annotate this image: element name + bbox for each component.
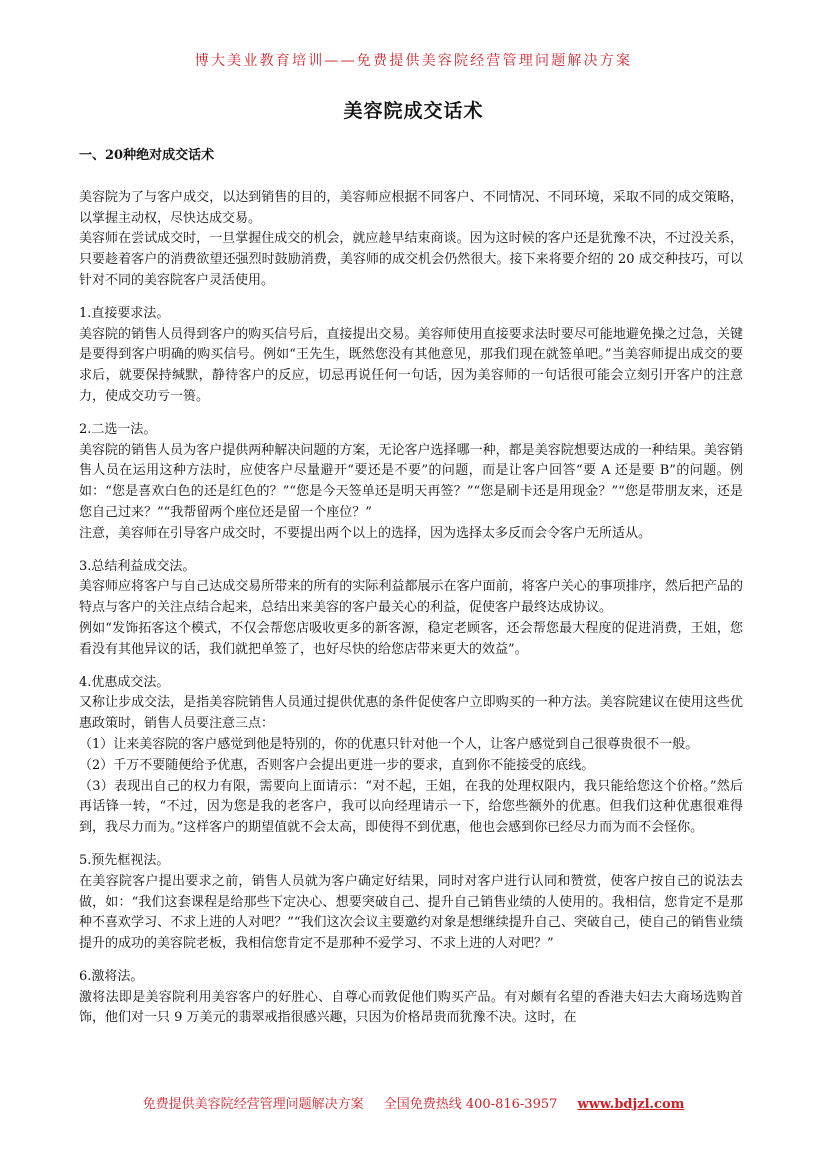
method-paragraph: 美容师应将客户与自己达成交易所带来的所有的实际利益都展示在客户面前，将客户关心的事项排序，然后把产品的特点与客户的关注点结合起来，总结出来美容的客户最关心的利益，促使客户最终达成协议。: [79, 579, 743, 616]
method-title: 4.优惠成交法。: [79, 674, 170, 690]
method-title: 5.预先框视法。: [79, 852, 170, 868]
method-paragraph: 例如“发饰拓客这个模式，不仅会帮您店吸收更多的新客源，稳定老顾客，还会帮您最大程度的促进消费，王姐，您看没有其他异议的话，我们就把单签了，也好尽快的给您店带来更大的效益”。: [79, 620, 743, 657]
method-title: 1.直接要求法。: [79, 305, 170, 321]
method-paragraph: 美容院的销售人员为客户提供两种解决问题的方案，无论客户选择哪一种，都是美容院想要达成的一种结果。美容销售人员在运用这种方法时，应使客户尽量避开“要还是不要”的问题，而是让客户回答“要 A 还是要 B”的问题。例如：“您是喜欢白色的还是红色的？”“您是今天签单还是明天再签？”“您是刷卡还是用现金？”“您是带朋友来，还是您自己过来？”“我帮留两个座位还是留一个座位？”: [79, 442, 743, 520]
method-section-4: [79, 673, 743, 839]
page-header: 博大美业教育培训——免费提供美容院经营管理问题解决方案: [194, 53, 633, 69]
method-paragraph: （2）千万不要随便给予优惠，否则客户会提出更进一步的要求，直到你不能接受的底线。: [79, 757, 595, 773]
method-section-1: [79, 304, 743, 408]
intro-paragraph: 美容院为了与客户成交，以达到销售的目的，美容师应根据不同客户、不同情况、不同环境，采取不同的成交策略，以掌握主动权，尽快达成交易。: [79, 189, 743, 226]
method-title: 6.激将法。: [79, 968, 144, 984]
footer-hotline: 全国免费热线 400-816-3957: [383, 1097, 558, 1112]
method-paragraph: 激将法即是美容院利用美容客户的好胜心、自尊心而敦促他们购买产品。有对颇有名望的香港夫妇去大商场选购首饰，他们对一只 9 万美元的翡翠戒指很感兴趣，只因为价格昂贵而犹豫不决。这时，在: [79, 989, 743, 1026]
method-paragraph: 在美容院客户提出要求之前，销售人员就为客户确定好结果，同时对客户进行认同和赞赏，使客户按自己的说法去做，如：“我们这套课程是给那些下定决心、想要突破自己、提升自己销售业绩的人使用的。我相信，您肯定不是那种不喜欢学习、不求上进的人对吧？”“我们这次会议主要邀约对象是想继续提升自己、突破自己，使自己的销售业绩提升的成功的美容院老板，我相信您肯定不是那种不爱学习、不求上进的人对吧？”: [79, 873, 743, 952]
method-section-3: [79, 557, 743, 661]
method-paragraph: （3）表现出自己的权力有限，需要向上面请示：“对不起，王姐，在我的处理权限内，我只能给您这个价格。”然后再话锋一转，“不过，因为您是我的老客户，我可以向经理请示一下，给您些额外的优惠。但我们这种优惠很难得到，我尽力而为。”这样客户的期望值就不会太高，即使得不到优惠，他也会感到你已经尽力而为而不会怪你。: [79, 778, 743, 836]
method-title: 3.总结利益成交法。: [79, 558, 196, 574]
page-footer: [0, 1093, 827, 1112]
intro-paragraph: 美容师在尝试成交时，一旦掌握住成交的机会，就应趁早结束商谈。因为这时候的客户还是犹豫不决，不过没关系，只要趁着客户的消费欲望还强烈时鼓励消费，美容师的成交机会仍然很大。接下来将要介绍的 20 成交种技巧，可以针对不同的美容院客户灵活使用。: [79, 231, 743, 288]
footer-text: 免费提供美容院经营管理问题解决方案: [142, 1097, 364, 1112]
method-paragraph: 又称让步成交法，是指美容院销售人员通过提供优惠的条件促使客户立即购买的一种方法。美容院建议在使用这些优惠政策时，销售人员要注意三点：: [79, 695, 743, 732]
method-section-6: [79, 967, 743, 1029]
method-section-5: [79, 851, 743, 955]
document-title: 美容院成交话术: [343, 100, 484, 122]
method-paragraph: （1）让来美容院的客户感觉到他是特别的，你的优惠只针对他一个人，让客户感觉到自己很尊贵很不一般。: [79, 736, 699, 752]
intro-block: [79, 188, 743, 292]
footer-website-link[interactable]: www.bdjzl.com: [577, 1097, 685, 1112]
method-section-2: [79, 420, 743, 545]
method-paragraph: 美容院的销售人员得到客户的购买信号后，直接提出交易。美容师使用直接要求法时要尽可能地避免操之过急，关键是要得到客户明确的购买信号。例如“王先生，既然您没有其他意见，那我们现在就签单吧。”当美容师提出成交的要求后，就要保持缄默，静待客户的反应，切忌再说任何一句话，因为美容师的一句话很可能会立刻引开客户的注意力，使成交功亏一篑。: [79, 326, 743, 404]
method-title: 2.二选一法。: [79, 421, 157, 437]
document-body: [79, 146, 743, 1029]
method-paragraph: 注意，美容师在引导客户成交时，不要提出两个以上的选择，因为选择太多反而会令客户无所适从。: [79, 525, 652, 541]
section-heading: 一、20种绝对成交话术: [79, 148, 215, 163]
